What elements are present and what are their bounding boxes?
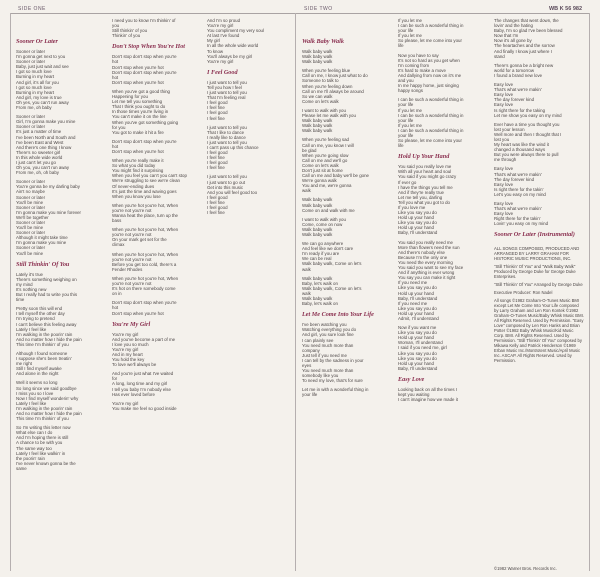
credit-line: "Still Thinkin' Of You" and "Walk Baby Walk" Produced by George Duke for George Duke Enterprises. [494, 264, 576, 280]
lyric-stanza: I need you to know I'm thinkin' of you Still thinkin' of you Thinkin' of you [112, 18, 176, 39]
lyric-stanza: Although I found someone I suppose she's been treatin' me right Still I find myself awake And alone in the night [16, 350, 72, 377]
lyric-stanza: Sooner or later I'm gonna get next to you Sooner or later Baby, just just wait and see I got so much love Burning in my heart And girl, it's all for you I got so much love Burning in my heart And girl, my love is true Oh yes, you can't run away From me, oh baby [16, 49, 69, 111]
side-two-label: SIDE TWO [304, 6, 333, 12]
lyrics-column-3 [207, 18, 291, 219]
lyric-stanza: When you're hot you're hot, When you're not you're not It's hot on there somebody come on in [112, 275, 179, 297]
lyric-stanza: The changes that went down, the lovin' and the hating Baby, I'm so glad I've been blessed Now that I'm Now it's all gone by The heartaches and the sorrow And finally I know just where I stand [494, 18, 563, 59]
lyric-stanza: When you're hot you're hot, When you're not you're not On your mark get set for the climax [112, 227, 179, 248]
lyrics-column-2 [112, 18, 196, 415]
lyrics-column-1 [16, 18, 100, 475]
lyric-stanza: I want to walk with you Please let me walk with you Walk baby walk Walk baby walk Walk baby walk [302, 107, 356, 134]
lyric-stanza: I just want to tell you Tell you how I feel I just want to tell you That I'm feeling real I feel good I feel fine I feel good I feel fine [207, 79, 247, 121]
lyric-stanza: I just want to tell you That I like to dance I really like to dance I just want to tell you I can't pass up this chance I feel good I feel fine I feel good I feel fine [207, 124, 259, 171]
lyric-stanza: Easy love That's what we're makin' The day forever kind Easy love Is right there for the takin' Let's you easy on my mind [494, 166, 546, 197]
lyric-stanza: So I'm writing this letter now What else can I do And I'm hoping there is still A chance to be with you The same way too Lately I feel like walkin' in the poorin' rain I've never known gonna be the same [16, 425, 76, 471]
lyric-stanza: Let me in with a wonderful thing in your life [302, 387, 369, 398]
lyric-stanza: Walk baby walk Walk baby walk Come on and walk with me [302, 197, 355, 213]
lyric-stanza: Lately it's true There's something weighing on my mind It's nothing new But I really had to write you this time [16, 271, 78, 303]
lyric-stanza: And I'm so proud You're my girl You compliment my very soul At last I've found My girl In all the whole wide world To know You'll always be my girl You're my girl [207, 18, 264, 64]
catalog-number: WB K 56 982 [548, 6, 582, 12]
lyric-stanza: When you're feeling blue Call on me, I know just what to do Someone to talk to When you're feeling down Call on me I'll always be around So we can walk Come on let's walk [302, 68, 368, 104]
lyric-stanza: And you're just what I've waited for A long, long time and my girl I tell you baby I'm nobody else Has ever loved before [112, 371, 174, 397]
lyric-stanza: Looking back on all the times I kept you waiting I can't imagine how we made it [398, 386, 458, 403]
lyrics-column-6 [494, 18, 584, 366]
lyric-stanza: When you're really make it So what you did today You might find it surprising When you feel you can't you can't stop We're struggling to see we're clean Of never-ending dues It's just the time and waving goes When you know you lose [112, 158, 187, 199]
lyric-stanza: Don't stop don't stop when you're hot Don't stop when you're hot Don't stop don't stop when you're hot Don't stop when you're hot [112, 54, 177, 85]
lyric-stanza: When you're feeling sad Call on me, you know I will be glad When you're going slow Call on me and we'll go Come on let's walk Don't just sit at home Call on me and baby we'll be gone We're gonna walk You and me, we're gonna walk [302, 137, 369, 194]
song-title: Sooner Or Later [16, 38, 58, 45]
credit-line: All songs ©1982 Graham-O-Tunes Music BMI except Let Me Come Into Your Life composed by Larry Graham and Len Ron Kontek ©1982 Graham-O-Tunes Music/Baby Whisk Music BMI. All Rights Reserved. Used by Permission. "Easy Love" composed by Len Ron Hanks and Brian Potter ©1982 Baby Whisk Music/Kid Music Corp. BMI. All Rights Reserved. Used by Permission. "Still Thinkin' Of You" composed by Mikawa Kelly and Patrick Henderson ©1969 Erban Music Inc./Montrotent Music/April Music Inc. ASCAP. All Rights Reserved. Used by Permission. [494, 298, 584, 364]
song-title: Easy Love [398, 375, 425, 383]
lyric-stanza: Sooner or later Girl, I'm gonna make you mine Sooner or later It's just a matter of time I've been North and South and I've been East and West And there's one thing I know There's no sweeter girl In this whole wide world I just can't let you go Oh you, you can't run away From me, oh, oh baby [16, 114, 76, 176]
lyric-stanza: I've been watching you Watching everything you do And girl, you sure look fine I can plainly see You need much more than company Just tell if you need me I can tell by the sadness in your eyes You need much more than somebody like you To need my love, that's for sure [302, 322, 364, 384]
lyric-stanza: When you're hot you're hot, When you're not you're not Before you get too cold, there's a Fender Rhodes [112, 251, 179, 272]
lyric-stanza: When you've got a good thing Happening for you Let me tell you something That I think you ought to do In those times you're living in You can't make it on the line When you've got something going for you You got to make it hit a fire [112, 88, 179, 135]
lyric-stanza: Walk baby walk Walk baby walk Walk baby walk [302, 49, 333, 65]
lyric-stanza: Now if you want me Like you say you do Hold up your hand Woman, I'll understand I said if you need me, girl Like you say you do Like you say you do Hold up your hand Baby, I'll understand [398, 325, 447, 371]
song-title: Hold Up Your Hand [398, 153, 450, 161]
lyric-stanza: Ever have a time you thought you lost your lesson Well more and then I thought that I lost you My heart was like the wind it changed a thousand ways But you were always there to pull me through [494, 121, 562, 163]
lyric-stanza: Pretty soon this will end I tell myself the other day I'm trying to pretend I can't believe this feeling away Lately I feel like I'm walking in the poorin' rain And no matter how I hide the pain This time I'm thinkin' of you [16, 306, 82, 347]
lyric-stanza: There's gonna be a bright new world for a tomorrow I found a brand new love [494, 62, 554, 78]
lyric-stanza: If you let me I can be such a wonderful thing in your life If you let me So please, let me come into your life [398, 18, 464, 49]
side-one-label: SIDE ONE [18, 6, 46, 12]
right-rule [589, 13, 590, 571]
credit-line: "Still Thinkin' Of You" Arranged by George Duke [494, 282, 583, 288]
lyric-stanza: I can be such a wonderful thing in your life If you let me I can be such a wonderful thing in your life If you let me I can be such a wonderful thing in your life So please, let me come into your life [398, 97, 464, 149]
left-rule [10, 13, 11, 571]
top-rule [10, 13, 590, 14]
song-title: Walk Baby Walk [302, 38, 344, 45]
song-title: Still Thinkin' Of You [16, 260, 70, 268]
lyric-stanza: You said you really need me More than flowers need the sun And there's nobody else Because I'm the only one You need the every morning You said you want to see my face And if anything is ever wrong You say you can make it right If you need me Like you say you do Hold up your hand Baby, I'll understand If you need me Like you say you do Hold up your hand Admit, I'll understand [398, 239, 464, 321]
song-title: Don't Stop When You're Hot [112, 43, 186, 51]
lyric-stanza: You're my girl And you've become a part of me I love you so much You're my girl And in my heart You hold the key To love we'll always be [112, 331, 176, 368]
lyric-stanza: You said you really love me With all your heart and soul You said if you might go crazy If ever go I have the things you tell me And if they're really true Let me tell you, darling Tell you what you got to do If you love me Like you say you do Hold up your hand Like you say you do Hold up your hand Baby, I'll understand [398, 164, 457, 236]
lyrics-column-5 [398, 18, 482, 406]
album-credits [494, 246, 584, 363]
lyrics-column-4 [302, 18, 386, 402]
lyric-stanza: I want to walk with you Come, come on now Walk baby walk Walk baby walk [302, 216, 346, 237]
lyric-stanza: Now you have to say It's not so hard as you get when I'm coming from It's hard to make a move And dallying from now on it's me and you In me happy home, just singing happy songs [398, 52, 462, 94]
credit-line: Executive Producer: Ron Nadel [494, 290, 553, 296]
lyric-stanza: Easy love That's what we're makin' Easy love Right there for the takin' Lovin' you easy on my mind [494, 201, 549, 227]
lyric-stanza: Easy love That's what we're makin' Easy love The day forever kind Easy love Is right there for the taking Let me show you easy on my mind [494, 82, 562, 118]
lyric-stanza: Walk baby walk Baby, let's walk on Walk baby walk, Come on let's walk Walk baby walk Baby, let's walk on [302, 275, 362, 307]
song-title: You're My Girl [112, 320, 151, 328]
lyric-stanza: Sooner or later You're gonna be my darling baby Ain't no maybe Sooner or later You'll be mine Sooner or later I'm gonna make you mine forever We'll be together Sooner or later You'll be mine Sooner or later Although it might take time I'm gonna make you mine Sooner or later You'll be mine [16, 179, 82, 256]
lyric-stanza: Don't stop don't stop when you're hot Don't stop when you're hot [112, 138, 177, 154]
lyric-stanza: Well it seems so long So long since we said goodbye I miss you so I love Now I find myself wonderin' why Lately I feel like I'm walking in the poorin' rain And no matter how I hide the pain This time I'm thinkin' of you [16, 380, 82, 422]
credit-line: ALL SONGS COMPOSED, PRODUCED AND ARRANGED BY LARRY GRAHAM FOR HISTORIC MUSIC PRODUCTIONS, INC. [494, 246, 580, 262]
lyric-stanza: Don't stop don't stop when you're hot Don't stop when you're hot [112, 300, 177, 316]
song-title: Sooner Or Later (Instrumental) [494, 231, 575, 239]
lyric-stanza: When you're hot you're hot, When you're not you're not Wanna heat the place, turn up the bass [112, 202, 179, 224]
lyric-stanza: We can go anywhere And feel like we don't care I'm ready if you are We can be real Walk baby walk, Come on let's walk [302, 241, 362, 272]
song-title: I Feel Good [207, 68, 238, 76]
copyright-notice: ©1982 Warner Bros. Records Inc. [494, 566, 557, 571]
lyric-stanza: I just want to tell you I just want to go out Get into this music And you will feel good too I feel good I feel fine I feel good I feel fine [207, 174, 258, 216]
lyric-stanza: You're my girl You make me feel so good inside [112, 400, 177, 411]
center-rule [295, 13, 296, 571]
song-title: Let Me Come Into Your Life [302, 311, 374, 319]
